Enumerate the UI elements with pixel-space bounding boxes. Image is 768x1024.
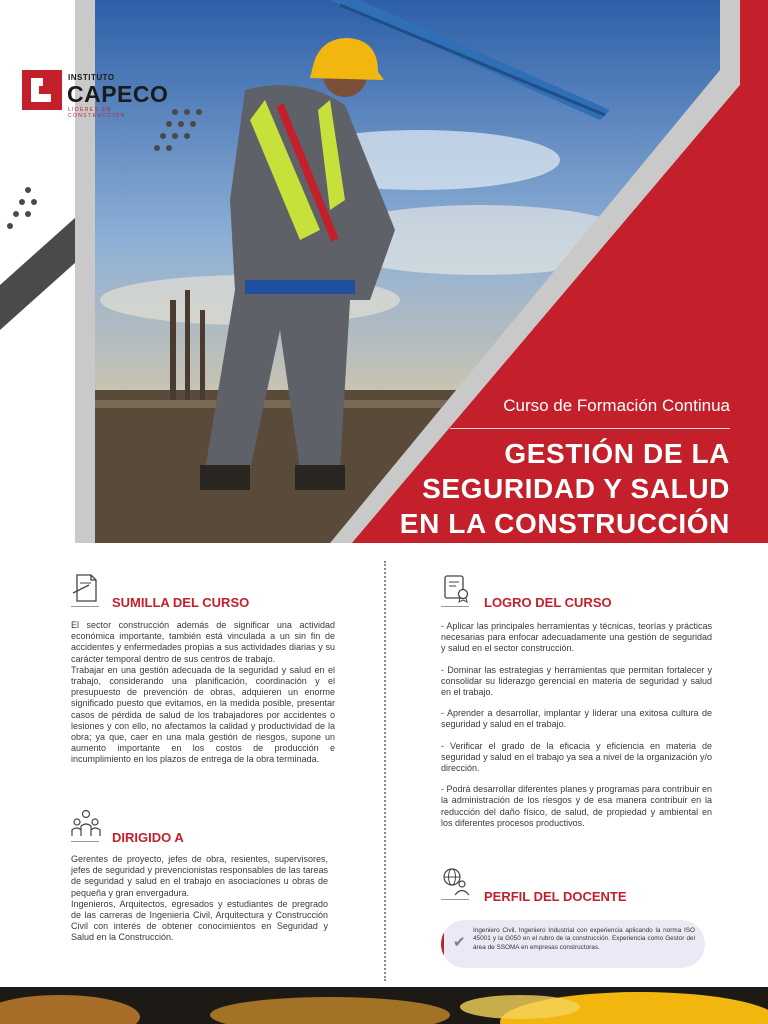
- course-type-subtitle: Curso de Formación Continua: [503, 396, 730, 415]
- logo-institute-label: INSTITUTO: [68, 73, 115, 82]
- column-divider: [384, 561, 386, 981]
- logro-item-2: - Dominar las estrategias y herramientas que permitan fortalecer y consolidar su liderazgo gerencial en materia de seguridad y salud en el trabajo.: [441, 664, 712, 698]
- course-title-line-2: SEGURIDAD Y SALUD: [422, 473, 730, 504]
- footer-artwork: [0, 987, 768, 1024]
- sumilla-paragraph-2: Trabajar en una gestión adecuada de la seguridad y salud en el trabajo, considerando una planificación, coordinación y el presupuesto de prevención de obras, adquieren un enorme significado puesto que evitamos, en la medida posible, presentar casos de pérdida de salud de los trabajadores por accidentes o lesiones y con ello, no afectamos la calidad y productividad de la obra; ya que, caer en una mala gestión de riesgos, supone un aumento importante en los costos de producción e incumplimiento en los plazos de entrega de la obra terminada.: [71, 664, 335, 765]
- logro-item-3: - Aprender a desarrollar, implantar y liderar una exitosa cultura de seguridad y salud en el trabajo.: [441, 708, 712, 730]
- dirigido-body: [71, 854, 328, 944]
- sumilla-underline: [71, 606, 99, 607]
- docente-underline: [441, 899, 469, 900]
- logro-item-1: - Aplicar las principales herramientas y técnicas, teorías y prácticas necesarias para enfocar adecuadamente una gestión de seguridad y salud en el sector construcción.: [441, 621, 712, 654]
- dirigido-heading: DIRIGIDO A: [112, 830, 184, 845]
- sumilla-paragraph-1: El sector construcción además de significar una actividad económica importante, también está vinculada a un sin fin de accidentes y enfermedades propias a sus actividades diarias y su carácter temporal dentro de sus centros de trabajo.: [71, 620, 335, 664]
- certificate-icon: [441, 573, 471, 603]
- logo-name: CAPECO: [67, 81, 169, 107]
- sumilla-body: [71, 620, 335, 766]
- footer-photo-strip: [0, 987, 768, 1024]
- globe-person-icon: [441, 866, 471, 896]
- sumilla-heading: SUMILLA DEL CURSO: [112, 595, 250, 610]
- docente-profile-text: Ingeniero Civil, Ingeniero Industrial con experiencia aplicando la norma ISO 45001 y la G050 en el rubro de la construcción. Experiencia como Gestor del área de SSOMA en empresas constructoras.: [473, 927, 695, 951]
- docente-heading: PERFIL DEL DOCENTE: [484, 889, 627, 904]
- course-title-line-1: GESTIÓN DE LA: [504, 438, 730, 469]
- course-title: [310, 436, 730, 541]
- dirigido-paragraph-2: Ingenieros, Arquitectos, egresados y estudiantes de pregrado de las carreras de Ingeniería Civil, Arquitectura y Construcción Civil con interés de obtener conocimientos en Seguridad y Salud en la Construcción.: [71, 898, 328, 943]
- check-icon: ✔: [453, 934, 466, 951]
- dirigido-underline: [71, 841, 99, 842]
- logro-item-4: - Verificar el grado de la eficacia y eficiencia en materia de seguridad y salud en el trabajo ya sea a nivel de la organización y/o dirección.: [441, 740, 712, 774]
- dirigido-paragraph-1: Gerentes de proyecto, jefes de obra, resientes, supervisores, jefes de seguridad y prevencionistas responsables de las tareas de seguridad y salud en el trabajo en asociaciones u obras de pequeña y gran envergadura.: [71, 854, 328, 898]
- logo-tagline: LÍDERES EN CONSTRUCCIÓN: [68, 107, 126, 119]
- docente-profile-card: [441, 920, 705, 968]
- capeco-logo-mark-icon: [22, 70, 62, 110]
- logro-item-5: - Podrá desarrollar diferentes planes y programas para contribuir en la administración de los riesgos y de esa manera contribuir en la reducción del daño físico, de salud, de propiedad y ambiental en los diferentes procesos productivos.: [441, 784, 712, 828]
- docente-accent-bar: [441, 920, 444, 968]
- logro-underline: [441, 606, 469, 607]
- logro-body: [441, 621, 712, 839]
- people-group-icon: [71, 808, 101, 838]
- course-title-line-3: EN LA CONSTRUCCIÓN: [399, 508, 730, 539]
- document-pen-icon: [71, 573, 101, 603]
- hero-divider-line: [450, 428, 730, 429]
- logro-heading: LOGRO DEL CURSO: [484, 595, 612, 610]
- capeco-logo: [22, 70, 172, 120]
